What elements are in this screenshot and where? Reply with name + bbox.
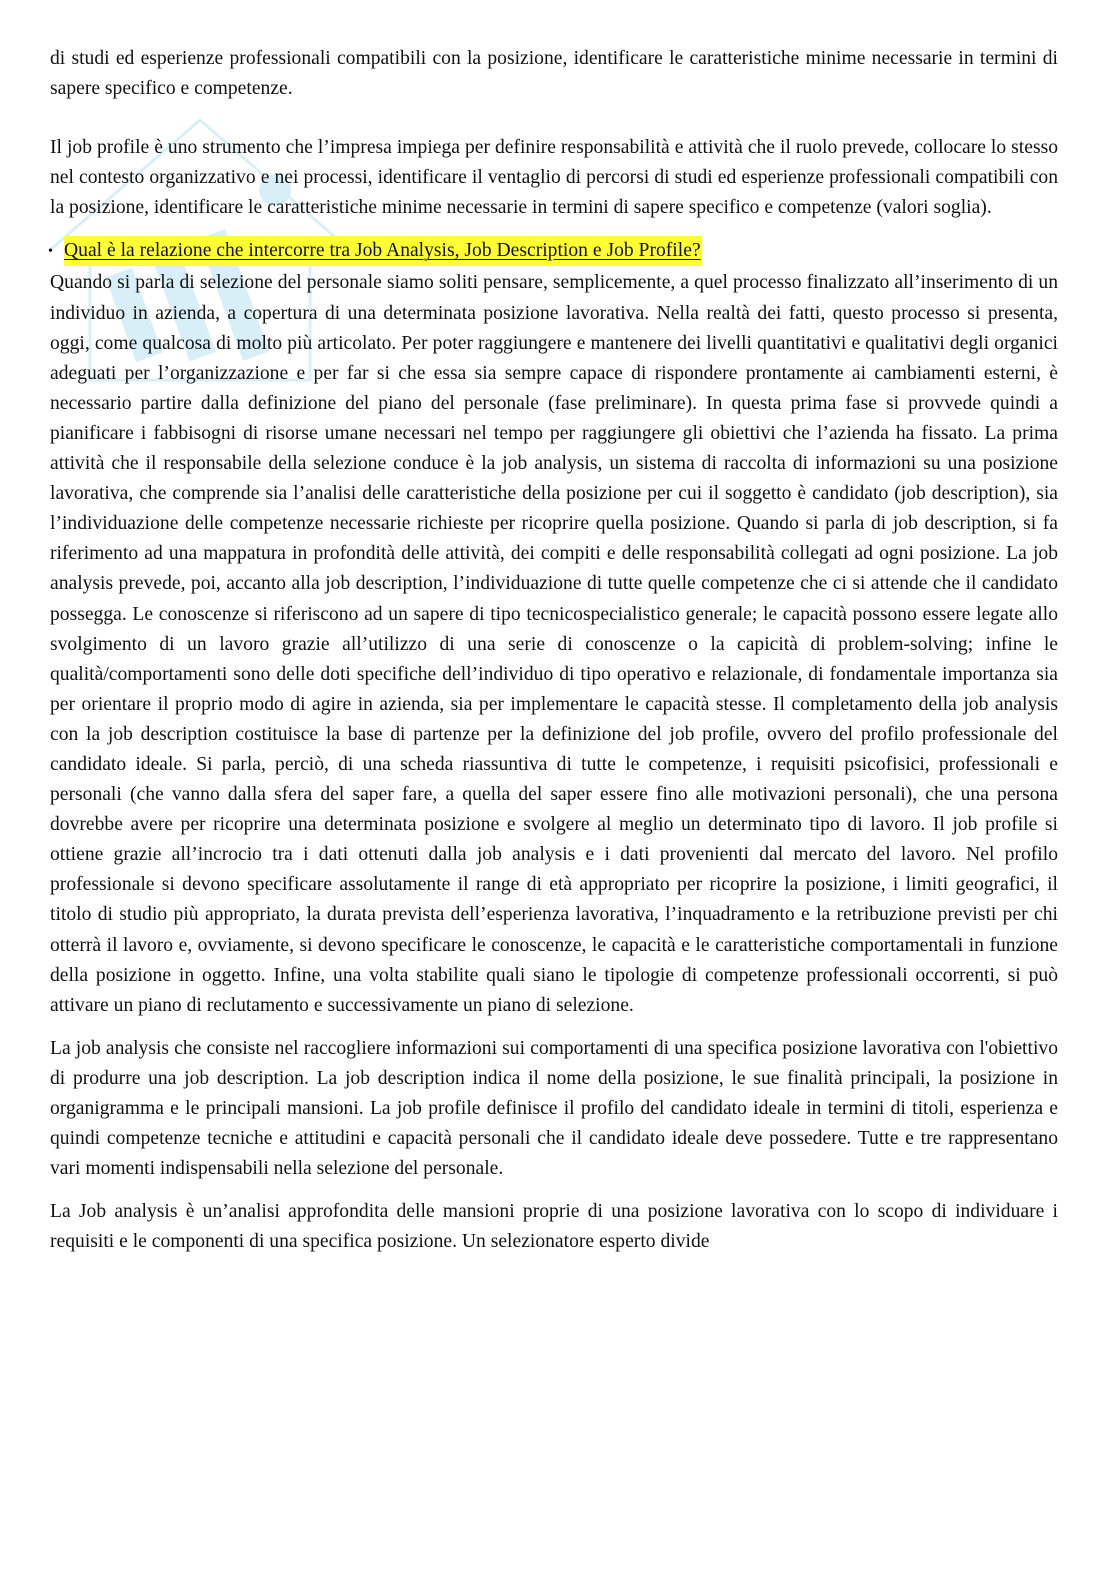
question-heading (50, 236, 1058, 268)
paragraph-answer-3: La Job analysis è un’analisi approfondita delle mansioni proprie di una posizione lavorativa con lo scopo di individuare i requisiti e le componenti di una specifica posizione. Un selezionatore esperto divide (50, 1201, 1058, 1253)
paragraph-job-profile: Il job profile è uno strumento che l’impresa impiega per definire responsabilità e attività che il ruolo prevede, collocare lo stesso nel contesto organizzativo e nei processi, identificare il ventaglio di percorsi di studi ed esperienze professionali compatibili con la posizione, identificare le caratteristiche minime necessarie in termini di sapere specifico e competenze (valori soglia). (50, 137, 1058, 219)
bullet-icon: • (48, 244, 53, 260)
paragraph-answer-1: Quando si parla di selezione del personale siamo soliti pensare, semplicemente, a quel processo finalizzato all’inserimento di un individuo in azienda, a copertura di una determinata posizione lavorativa. Nella realtà dei fatti, questo processo si presenta, oggi, come qualcosa di molto più articolato. Per poter raggiungere e mantenere dei livelli quantitativi e qualitativi degli organici adeguati per l’organizzazione e per far si che essa sia sempre capace di rispondere prontamente ai cambiamenti esterni, è necessario partire dalla definizione del piano del personale (fase preliminare). In questa prima fase si provvede quindi a pianificare i fabbisogni di risorse umane necessari nel tempo per raggiungere gli obiettivi che l’azienda ha fissato. La prima attività che il responsabile della selezione conduce è la job analysis, un sistema di raccolta di informazioni su una posizione lavorativa, che comprende sia l’analisi delle caratteristiche della posizione per cui il soggetto è candidato (job description), sia l’individuazione delle competenze necessarie richieste per ricoprire quella posizione. Quando si parla di job description, si fa riferimento ad una mappatura in profondità delle attività, dei compiti e delle responsabilità collegati ad ogni posizione. La job analysis prevede, poi, accanto alla job description, l’individuazione di tutte quelle competenze che ci si attende che il candidato possegga. Le conoscenze si riferiscono ad un sapere di tipo tecnicospecialistico generale; le capacità possono essere legate allo svolgimento di un lavoro grazie all’utilizzo di una serie di conoscenze o la capicità di problem-solving; infine le qualità/comportamenti sono delle doti specifiche dell’individuo di tipo operativo e relazionale, di fondamentale importanza sia per orientare il proprio modo di agire in azienda, sia per implementare le capacità stesse. Il completamento della job analysis con la job description costituisce la base di partenze per la definizione del job profile, ovvero del profilo professionale del candidato ideale. Si parla, perciò, di una scheda riassuntiva di tutte le competenze, i requisiti psicofisici, professionali e personali (che vanno dalla sfera del saper fare, a quella del saper essere fino alle motivazioni personali), che una persona dovrebbe avere per ricoprire una determinata posizione e svolgere al meglio un determinato tipo di lavoro. Il job profile si ottiene grazie all’incrocio tra i dati ottenuti dalla job analysis e i dati provenienti dal mercato del lavoro. Nel profilo professionale si devono specificare assolutamente il range di età appropriato per ricoprire la posizione, i limiti geografici, il titolo di studio più appropriato, la durata prevista dell’esperienza lavorativa, l’inquadramento e la retribuzione previsti per chi otterrà il lavoro e, ovviamente, si devono specificare le conoscenze, le capacità e le caratteristiche comportamentali in funzione della posizione in oggetto. Infine, una volta stabilite quali siano le tipologie di competenze professionali occorrenti, si può attivare un piano di reclutamento e successivamente un piano di selezione. (50, 272, 1058, 1016)
question-text: Qual è la relazione che intercorre tra Job Analysis, Job Description e Job Profile? (64, 236, 702, 266)
paragraph-spacer (50, 1184, 1058, 1197)
paragraph-answer-2: La job analysis che consiste nel raccogliere informazioni sui comportamenti di una specifica posizione lavorativa con l'obiettivo di produrre una job description. La job description indica il nome della posizione, le sue finalità principali, la posizione in organigramma e le principali mansioni. La job profile definisce il profilo del candidato ideale in termini di titoli, esperienza e quindi competenze tecniche e attitudini e capacità personali che il candidato ideale deve possedere. Tutte e tre rappresentano vari momenti indispensabili nella selezione del personale. (50, 1037, 1058, 1180)
document-body (50, 44, 1058, 1257)
paragraph-spacer (50, 1021, 1058, 1034)
paragraph-spacer (50, 104, 1058, 133)
paragraph-spacer (50, 223, 1058, 236)
paragraph-intro: di studi ed esperienze professionali compatibili con la posizione, identificare le caratteristiche minime necessarie in termini di sapere specifico e competenze. (50, 48, 1058, 100)
